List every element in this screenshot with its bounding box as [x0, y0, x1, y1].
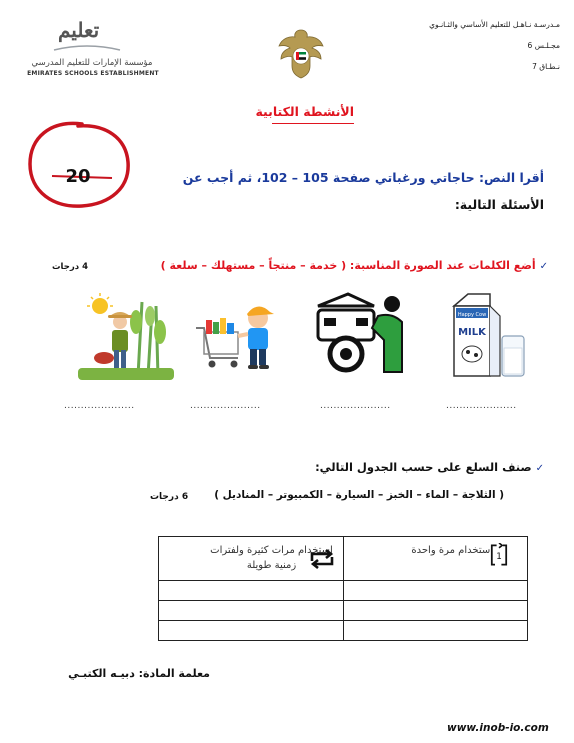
- logo-swoosh-icon: [52, 44, 122, 56]
- column-header-many-label: استخدام مرات كثيرة ولفترات زمنية طويلة: [210, 545, 333, 571]
- uae-emblem-icon: [276, 26, 326, 80]
- question-1-marks: 4 درجات: [52, 262, 88, 272]
- repeat-icon: [307, 547, 337, 571]
- question-1-text: أضع الكلمات عند الصورة المناسبة: ( خدمة – منتجاً – مستهلك – سلعة ): [160, 259, 536, 272]
- intro-line-2: الأسئلة التالية:: [454, 197, 544, 212]
- checkmark-icon: ✓: [539, 261, 548, 272]
- teacher-name: معلمة المادة: دبيـه الكتبـي: [68, 667, 210, 680]
- page-title: الأنشطة الكتابية: [255, 104, 354, 119]
- column-header-once-label: استخدام مرة واحدة: [411, 545, 493, 556]
- intro-line-1: أقرا النص: حاجاتي ورغباتي صفحة 105 – 102، ثم أجب عن: [182, 170, 544, 185]
- column-header-once: [343, 537, 528, 581]
- milk-carton-image: [444, 292, 540, 382]
- answer-blank[interactable]: .....................: [446, 401, 517, 411]
- mechanic-image: [314, 292, 410, 382]
- question-2-text: صنف السلع على حسب الجدول التالي:: [315, 460, 532, 474]
- logo-english-name: EMIRATES SCHOOLS ESTABLISHMENT: [27, 70, 159, 77]
- milk-label: MILK: [458, 327, 486, 338]
- table-cell[interactable]: [159, 581, 344, 601]
- ministry-logo: [18, 18, 158, 82]
- farmer-image: [78, 292, 174, 382]
- checkmark-icon: ✓: [535, 463, 544, 474]
- score-value: 20: [65, 166, 91, 187]
- title-underline: [272, 123, 354, 124]
- website-link[interactable]: www.inob-io.com: [447, 722, 549, 734]
- table-cell[interactable]: [159, 601, 344, 621]
- column-header-many: [159, 537, 344, 581]
- repeat-once-digit: 1: [495, 552, 502, 562]
- milk-brand: Happy Cow: [457, 312, 487, 318]
- school-name: مـدرسـة نـاهـل للتعليم الأساسي والثـانـوي: [429, 20, 560, 29]
- table-cell[interactable]: [343, 601, 528, 621]
- score-circle-icon: [22, 116, 138, 214]
- answer-blank[interactable]: .....................: [64, 401, 135, 411]
- repeat-once-icon: [484, 543, 514, 567]
- school-info: [360, 14, 560, 77]
- question-2-items: ( الثلاجة – الماء – الخبز – السيارة – الكمبيوتر – المناديل ): [214, 489, 504, 501]
- question-2-marks: 6 درجات: [150, 492, 189, 502]
- table-cell[interactable]: [159, 621, 344, 641]
- table-cell[interactable]: [343, 621, 528, 641]
- logo-arabic-name: مؤسسة الإمارات للتعليم المدرسي: [31, 58, 153, 68]
- answer-blank[interactable]: .....................: [190, 401, 261, 411]
- question-2: [315, 460, 544, 474]
- class-label: مجـلـس 6: [527, 41, 560, 50]
- answer-blank[interactable]: .....................: [320, 401, 391, 411]
- logo-word: تعليم: [58, 18, 100, 42]
- domain-label: نـطـاق 7: [532, 62, 560, 71]
- classification-table: [158, 536, 528, 641]
- table-cell[interactable]: [343, 581, 528, 601]
- boy-shopping-cart-image: [192, 292, 288, 382]
- question-1: [161, 259, 548, 272]
